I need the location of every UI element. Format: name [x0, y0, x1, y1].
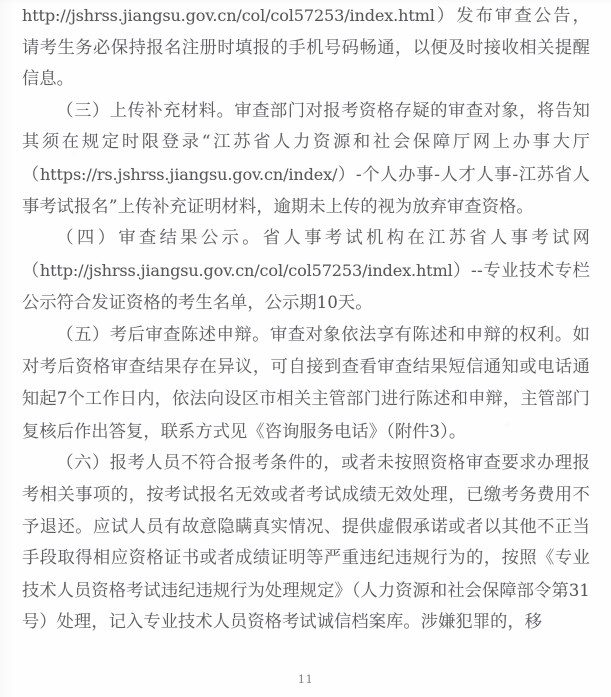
document-body	[22, 0, 590, 639]
scan-gutter-shading	[0, 0, 14, 697]
paragraph-item-6-violation: （六）报考人员不符合报考条件的，或者未按照资格审查要求办理报考相关事项的，按考试报名无效或者考试成绩无效处理，已缴考务费用不予退还。应试人员有故意隐瞒真实情况、提供虚假承诺或者以其他不正当手段取得相应资格证书或者成绩证明等严重违纪违规行为的，按照《专业技术人员资格考试违纪违规行为处理规定》（人力资源和社会保障部令第31号）处理，记入专业技术人员资格考试诚信档案库。涉嫌犯罪的，移	[22, 453, 590, 633]
page-number: 11	[297, 672, 314, 686]
paragraph-item-4-publicity: （四）审查结果公示。省人事考试机构在江苏省人事考试网（http://jshrss.jiangsu.gov.cn/col/col57253/index.html）--专业技术专栏公示符合发证资格的考生名单，公示期10天。	[22, 228, 591, 314]
paragraph-continued-notice: http://jshrss.jiangsu.gov.cn/col/col57253/index.html）发布审查公告，请考生务必保持报名注册时填报的手机号码畅通，以便及时接收相关提醒信息。	[22, 6, 590, 90]
paragraph-item-5-statement: （五）考后审查陈述申辩。审查对象依法享有陈述和申辩的权利。如对考后资格审查结果存在异议，可自接到查看审查结果短信通知或电话通知起7个工作日内，依法向设区市相关主管部门进行陈述和申辩，主管部门复核后作出答复，联系方式见《咨询服务电话》（附件3）。	[22, 324, 590, 442]
paragraph-item-3-upload: （三）上传补充材料。审查部门对报考资格存疑的审查对象，将告知其须在规定时限登录“江苏省人力资源和社会保障厅网上办事大厅（https://rs.jshrss.jiangsu.gov.cn/index/）-个人办事-人才人事-江苏省人事考试报名”上传补充证明材料，逾期未上传的视为放弃审查资格。	[22, 100, 590, 217]
